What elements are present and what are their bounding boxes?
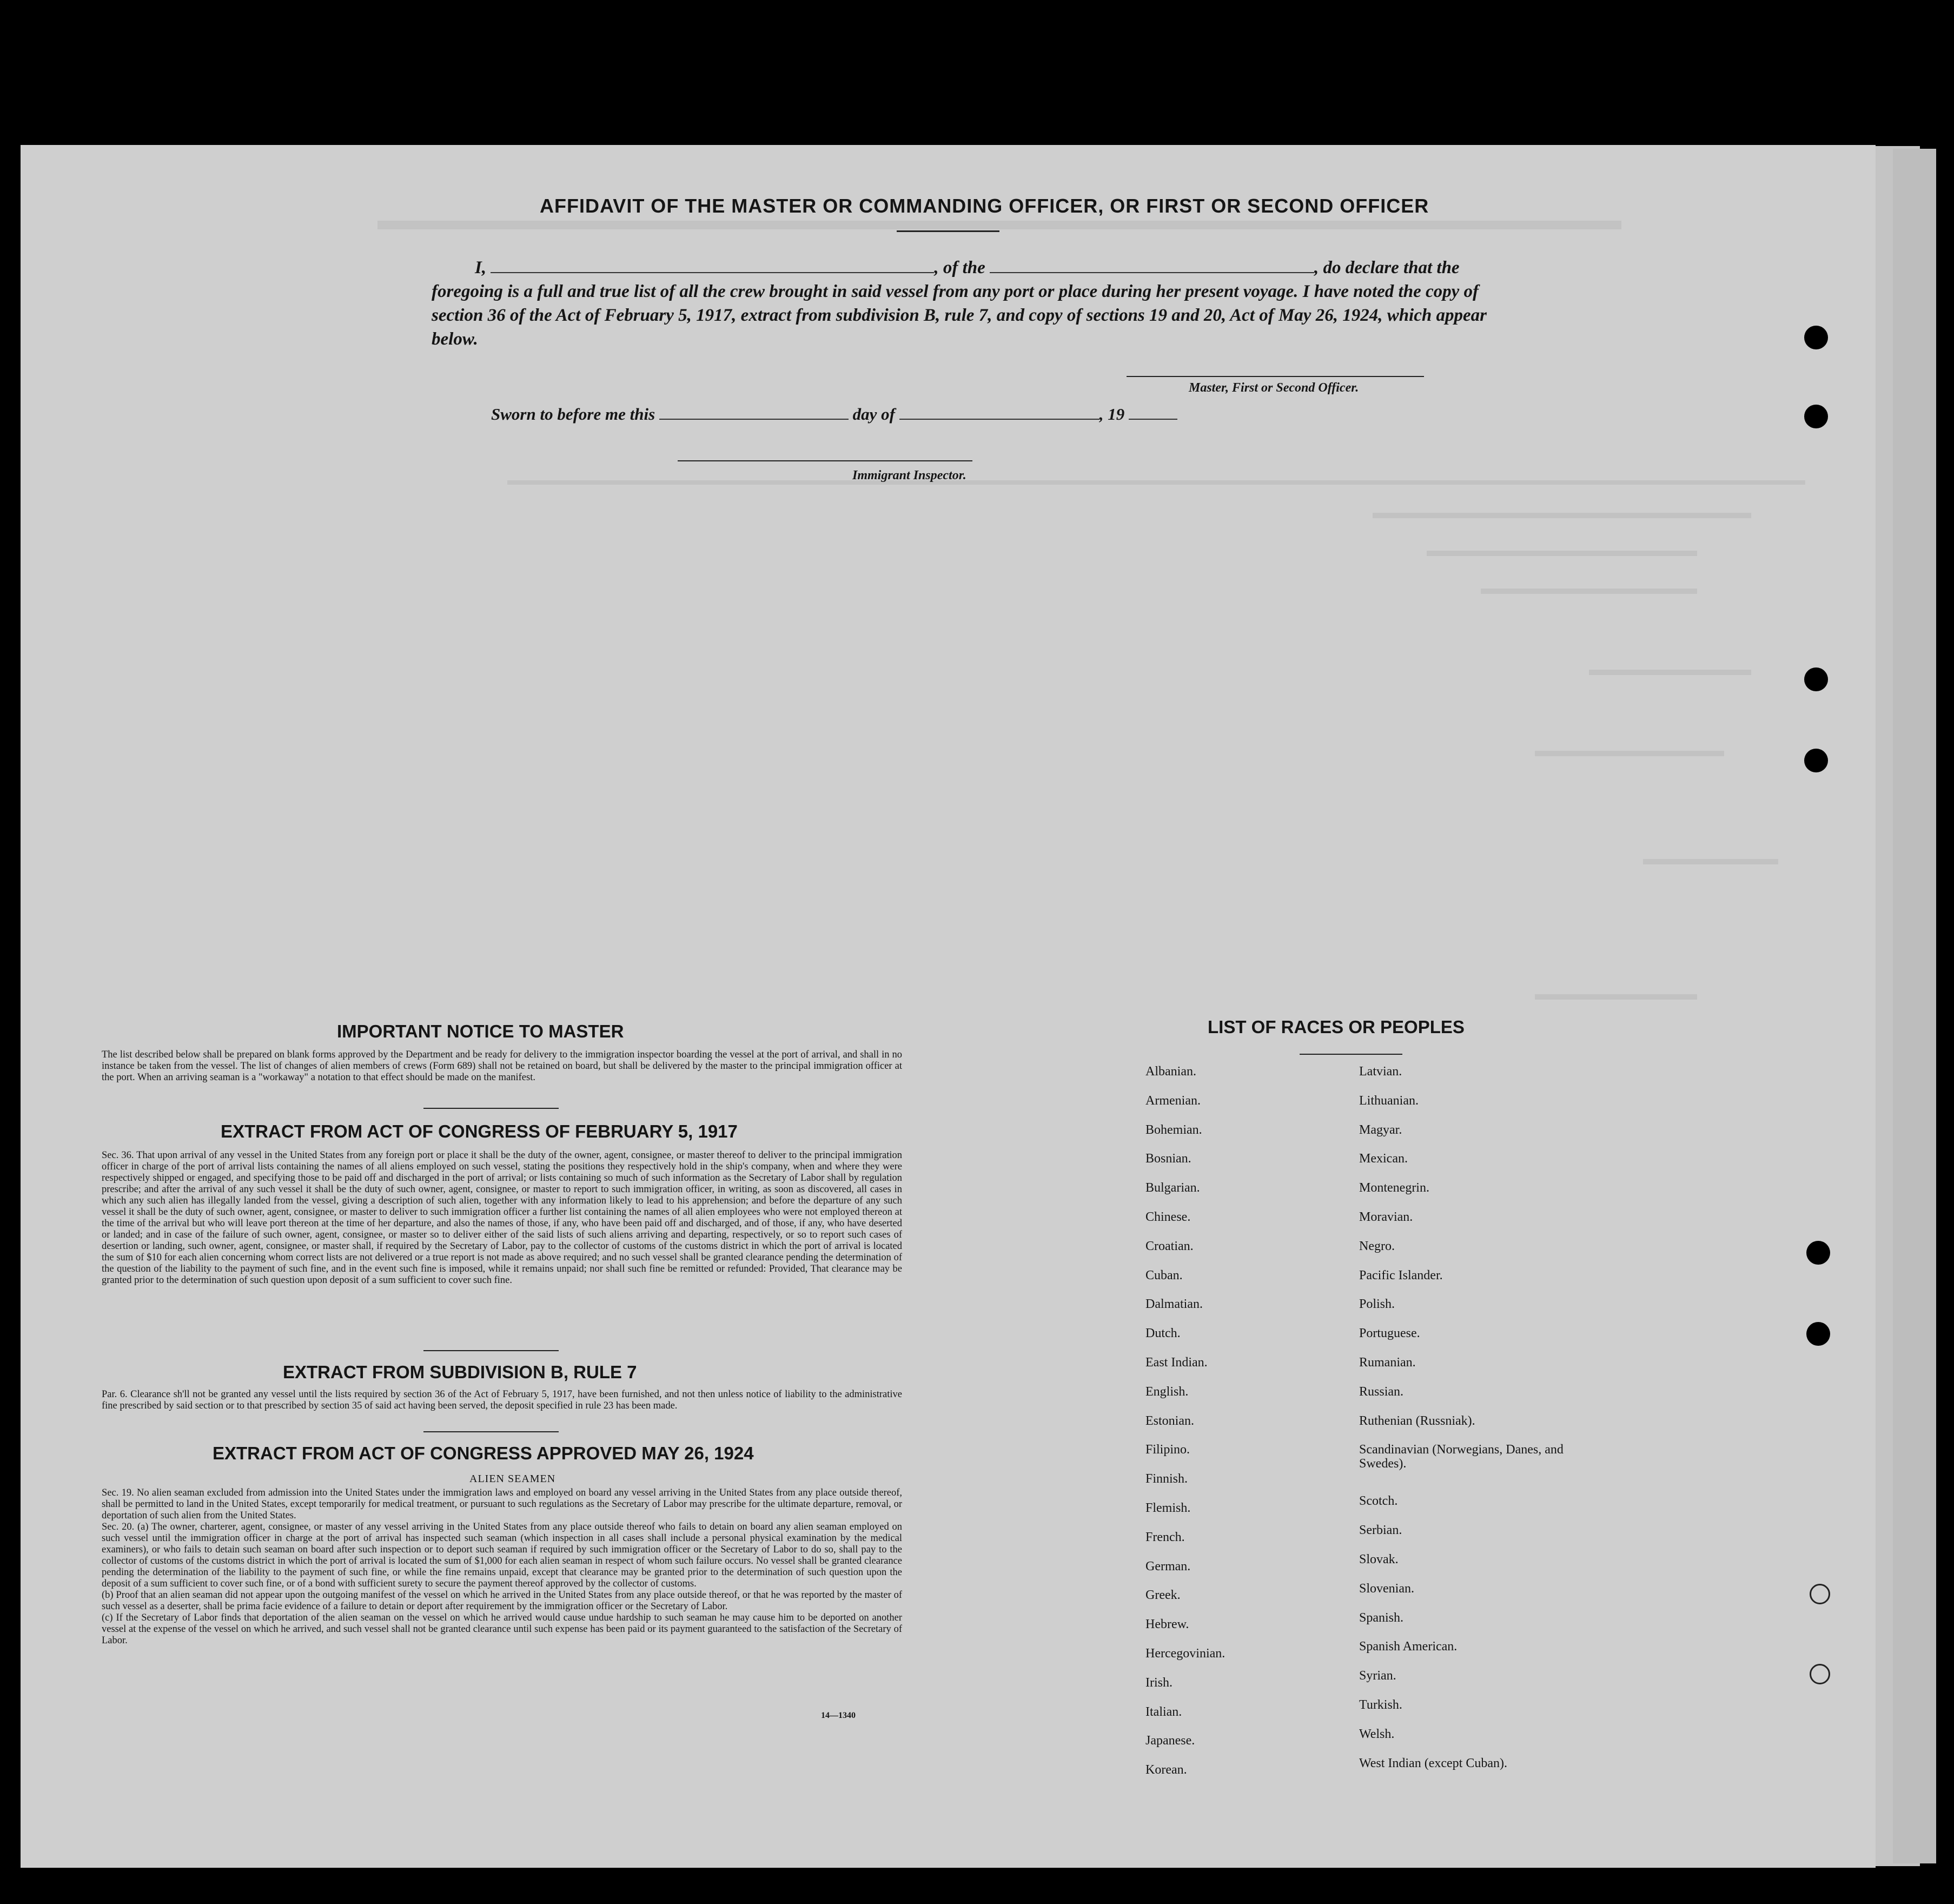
notice-title: IMPORTANT NOTICE TO MASTER (337, 1021, 624, 1041)
race-item: Ruthenian (Russniak). (1359, 1413, 1475, 1428)
race-item: Welsh. (1359, 1727, 1395, 1741)
race-item: Italian. (1145, 1704, 1182, 1719)
race-item: Irish. (1145, 1675, 1173, 1690)
race-item: Slovak. (1359, 1552, 1399, 1566)
sec-20a-text: Sec. 20. (a) The owner, charterer, agent, consignee, or master of any vessel arriving in the United States from any place outside thereof who fails to detain on board any alien seaman employed on such vessel until the immigration officer in charge at the port of arrival has inspected such seaman (which inspection in all cases shall include a personal physical examination by the medical examiners), or who fails to detain such seaman on board after such inspection or to deport such seaman if required by such immigration officer or the Secretary of Labor to do so, shall pay to the collector of customs of the customs district in which the port of arrival is located the sum of $1,000 for each alien seaman in respect of whom such failure occurs. No vessel shall be granted clearance pending the determination of the liability to the payment of such fine, or while the fine remains unpaid, except that clearance may be granted prior to the determination of such question upon the deposit of a sum sufficient to cover such fine, or of a bond with sufficient surety to secure the payment thereof approved by the collector of customs. (102, 1522, 902, 1589)
sec-20b-text: (b) Proof that an alien seaman did not appear upon the outgoing manifest of the vessel on which he arrived in the United States from any place outside thereof, or that he was reported by the master of such vessel as a deserter, shall be prima facie evidence of a failure to detain or deport after requirement by the immigration officer or the Secretary of Labor. (102, 1590, 902, 1612)
race-item: Serbian. (1359, 1523, 1402, 1538)
races-title: LIST OF RACES OR PEOPLES (1208, 1017, 1465, 1037)
punch-hole (1804, 749, 1828, 772)
extract-1924-title: EXTRACT FROM ACT OF CONGRESS APPROVED MAY 26, 1924 (213, 1443, 754, 1463)
year-prefix: , 19 (1099, 405, 1125, 424)
race-item: Slovenian. (1359, 1581, 1414, 1596)
punch-hole (1804, 326, 1828, 349)
race-item: Scandinavian (Norwegians, Danes, and Swedes). (1359, 1443, 1564, 1471)
race-item: Dutch. (1145, 1326, 1181, 1341)
race-item: Spanish. (1359, 1610, 1404, 1625)
race-item: Croatian. (1145, 1239, 1194, 1253)
punch-hole (1804, 667, 1828, 691)
race-item: Scotch. (1359, 1494, 1398, 1509)
underlying-page-edge (1893, 149, 1936, 1863)
extract-rule7-rule (423, 1431, 559, 1432)
race-item: Chinese. (1145, 1209, 1191, 1224)
race-item: Filipino. (1145, 1443, 1190, 1457)
race-item: Greek. (1145, 1588, 1181, 1603)
affidavit-body-text: that the foregoing is a full and true list of all the crew brought in said vessel from any port or place during her present voyage. I have noted the copy of section 36 of the Act of February 5, 1917, extract from subdivision B, rule 7, and copy of sections 19 and 20, Act of May 26, 1924, which appear below. (432, 258, 1487, 349)
name-field[interactable] (491, 272, 934, 273)
master-signature-label: Master, First or Second Officer. (1189, 381, 1359, 395)
race-item: Latvian. (1359, 1065, 1402, 1079)
race-item: Armenian. (1145, 1093, 1201, 1108)
race-item: West Indian (except Cuban). (1359, 1756, 1507, 1770)
race-item: Moravian. (1359, 1209, 1413, 1224)
affidavit-i: I, (475, 258, 487, 277)
extract-1917-rule (423, 1350, 559, 1351)
sworn-text: Sworn to before me this (491, 405, 655, 424)
race-item: Bulgarian. (1145, 1181, 1200, 1195)
races-column-1 (1145, 1065, 1225, 1792)
race-item: Korean. (1145, 1763, 1187, 1777)
sworn-day-field[interactable] (659, 419, 849, 420)
race-item: East Indian. (1145, 1355, 1208, 1370)
race-item: Portuguese. (1359, 1326, 1420, 1341)
race-item: Turkish. (1359, 1697, 1402, 1712)
punch-hole-open (1810, 1664, 1830, 1684)
extract-1917-text: Sec. 36. That upon arrival of any vessel in the United States from any foreign port or place it shall be the duty of the owner, agent, consignee, or master thereof to deliver to the principal immigration officer in charge of the port of arrival lists containing the names of all aliens employed on such vessel, stating the positions they respectively hold in the ship's company, when and where they were respectively shipped or engaged, and specifying those to be paid off and discharged in the port of arrival; or lists containing so much of such information as the Secretary of Labor shall by regulation prescribe; and after the arrival of any such vessel it shall be the duty of such owner, agent, consignee, or master to report to such immigration officer, in writing, as soon as discovered, all cases in which any such alien has illegally landed from the vessel, giving a description of such alien, together with any information likely to lead to his apprehension; and before the departure of any such vessel it shall be the duty of such owner, agent, consignee, or master to deliver to such immigration officer a further list containing the names of all alien employees who were not employed thereon at the time of the arrival but who will leave port thereon at the time of her departure, and also the names of those, if any, who have been paid off and discharged, and of those, if any, who have deserted or landed; and in case of the failure of such owner, agent, consignee, or master so to deliver either of the said lists of such aliens arriving and departing, respectively, or so to report such cases of desertion or landing, such owner, agent, consignee, or master shall, if required by the Secretary of Labor, pay to the collector of customs of the customs district in which the port of arrival is located the sum of $10 for each alien concerning whom correct lists are not delivered or a true report is not made as above required; and no such vessel shall be granted clearance pending the determination of the question of the liability to the payment of such fine, and in the event such fine is imposed, while it remains unpaid; nor shall such fine be remitted or refunded: Provided, That clearance may be granted prior to the determination of such question upon deposit of a sum sufficient to cover such fine. (102, 1150, 902, 1286)
notice-rule (423, 1108, 559, 1109)
race-item: Cuban. (1145, 1268, 1183, 1282)
notice-text: The list described below shall be prepared on blank forms approved by the Department and be ready for delivery to the immigration inspector boarding the vessel at the port of arrival, and shall in no instance be taken from the vessel. The list of changes of alien members of crews (Form 689) shall not be retained on board, but shall be delivered by the master to the principal immigration officer at the port. When an arriving seaman is a "workaway" a notation to that effect should be made on the manifest. (102, 1049, 902, 1083)
affidavit-do-declare: , do declare (1314, 258, 1399, 277)
day-of-text: day of (852, 405, 895, 424)
race-item: Mexican. (1359, 1152, 1408, 1166)
race-item: Estonian. (1145, 1413, 1194, 1428)
punch-hole (1806, 1322, 1830, 1346)
race-item: English. (1145, 1384, 1189, 1399)
inspector-signature-line[interactable] (678, 460, 972, 461)
race-item: Lithuanian. (1359, 1093, 1419, 1108)
vessel-field[interactable] (990, 272, 1314, 273)
sworn-month-field[interactable] (899, 419, 1099, 420)
sworn-year-field[interactable] (1129, 419, 1177, 420)
race-item: Flemish. (1145, 1500, 1191, 1515)
race-item: Montenegrin. (1359, 1181, 1429, 1195)
master-signature-line[interactable] (1127, 376, 1424, 377)
manifest-back-page (21, 145, 1876, 1868)
race-item: Hercegovinian. (1145, 1646, 1226, 1661)
punch-hole-open (1810, 1584, 1830, 1604)
race-item: Dalmatian. (1145, 1297, 1203, 1312)
punch-hole (1806, 1241, 1830, 1265)
extract-1924-text (102, 1488, 902, 1647)
sec-20c-text: (c) If the Secretary of Labor finds that deportation of the alien seaman on the vessel on which he arrived would cause undue hardship to such seaman he may cause him to be deported on another vessel at the expense of the vessel on which he arrived, and such vessel shall not be granted clearance until such expense has been paid or its payment guaranteed to the satisfaction of the Secretary of Labor. (102, 1612, 902, 1646)
punch-hole (1804, 405, 1828, 428)
race-item: French. (1145, 1530, 1185, 1544)
races-column-2 (1359, 1065, 1592, 1785)
race-item: Finnish. (1145, 1472, 1188, 1486)
affidavit-declaration (432, 256, 1497, 351)
race-item: Bosnian. (1145, 1152, 1191, 1166)
race-item: Japanese. (1145, 1734, 1195, 1748)
race-item: Spanish American. (1359, 1639, 1458, 1654)
sec-19-text: Sec. 19. No alien seaman excluded from admission into the United States under the immigration laws and employed on board any vessel arriving in the United States from any place outside thereof, shall be permitted to land in the United States, except temporarily for medical treatment, or pursuant to such regulations as the Secretary of Labor may prescribe for the ultimate departure, removal, or deportation of such alien from the United States. (102, 1488, 902, 1521)
race-item: Russian. (1359, 1384, 1404, 1399)
races-title-rule (1300, 1054, 1402, 1055)
extract-1924-subtitle: ALIEN SEAMEN (469, 1473, 556, 1485)
race-item: Polish. (1359, 1297, 1395, 1312)
affidavit-title-rule (897, 230, 999, 232)
race-item: Negro. (1359, 1239, 1395, 1253)
form-number: 14—1340 (821, 1711, 856, 1720)
race-item: Bohemian. (1145, 1122, 1202, 1137)
affidavit-title: AFFIDAVIT OF THE MASTER OR COMMANDING OFFICER, OR FIRST OR SECOND OFFICER (540, 195, 1429, 217)
race-item: Pacific Islander. (1359, 1268, 1443, 1282)
race-item: Syrian. (1359, 1669, 1396, 1683)
extract-rule7-text: Par. 6. Clearance sh'll not be granted any vessel until the lists required by section 36 of the Act of February 5, 1917, have been furnished, and not then unless notice of liability to the administrative fine prescribed by said section or to that prescribed by section 35 of said act having been served, the deposit specified in rule 23 has been made. (102, 1389, 902, 1411)
extract-rule7-title: EXTRACT FROM SUBDIVISION B, RULE 7 (283, 1362, 637, 1382)
affidavit-of-the: , of the (934, 258, 985, 277)
race-item: German. (1145, 1559, 1191, 1574)
race-item: Rumanian. (1359, 1355, 1416, 1370)
race-item: Albanian. (1145, 1065, 1196, 1079)
inspector-label: Immigrant Inspector. (852, 468, 966, 482)
race-item: Hebrew. (1145, 1617, 1189, 1632)
sworn-line (491, 405, 1177, 424)
race-item: Magyar. (1359, 1122, 1402, 1137)
extract-1917-title: EXTRACT FROM ACT OF CONGRESS OF FEBRUARY 5, 1917 (221, 1121, 738, 1141)
